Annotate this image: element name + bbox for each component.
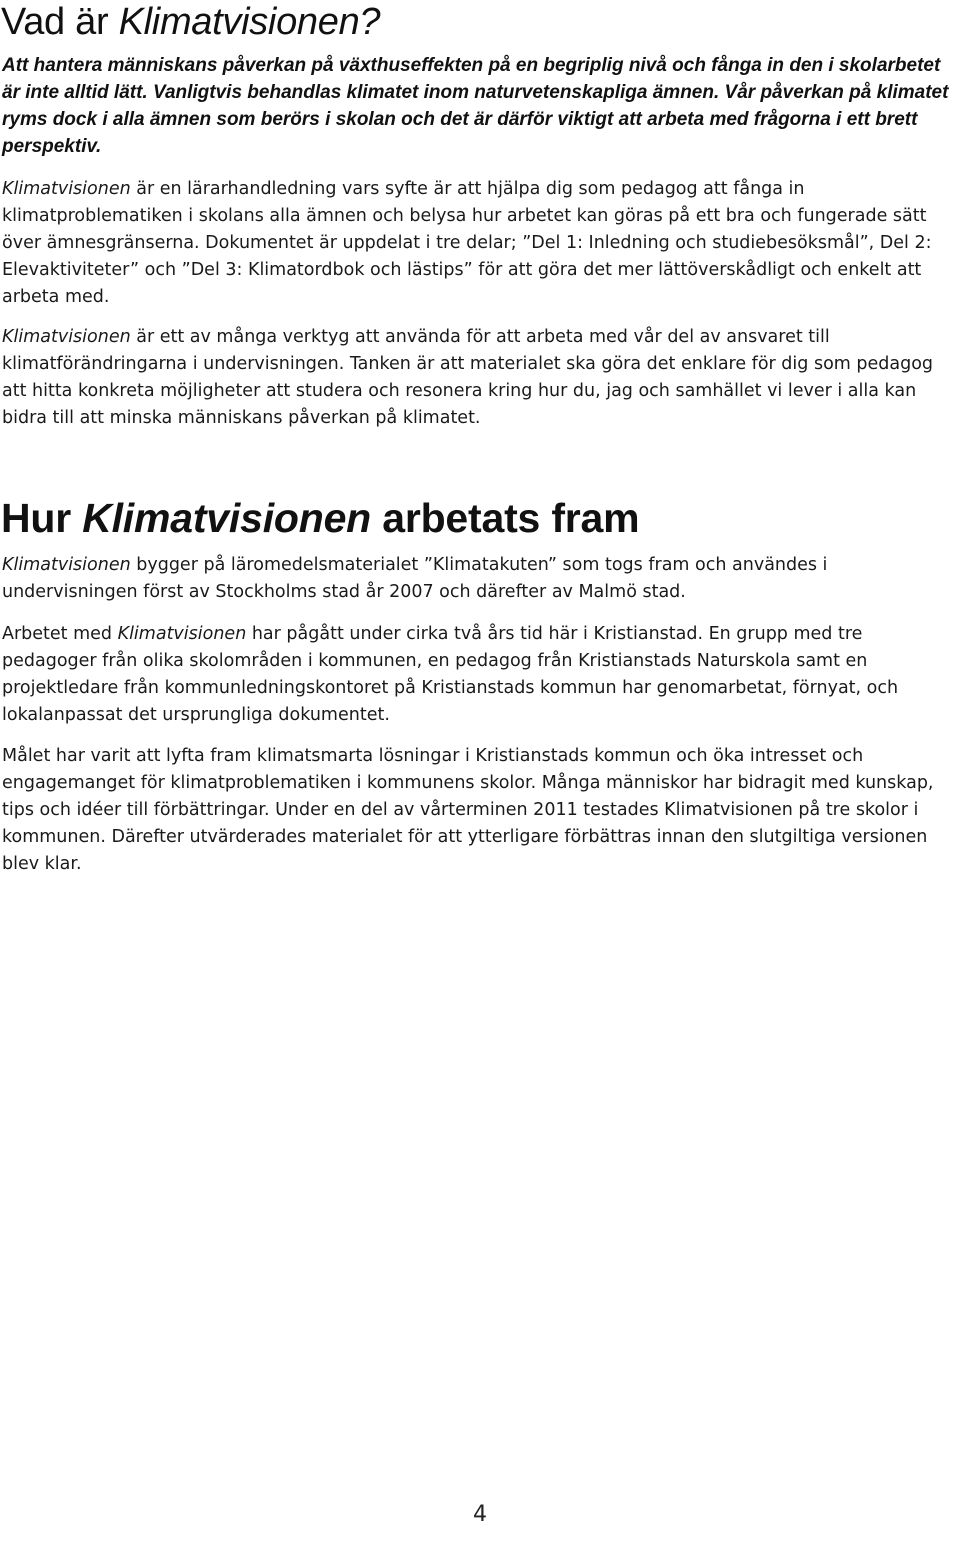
body-paragraph-3 bbox=[2, 552, 958, 606]
body-paragraph-4 bbox=[2, 621, 958, 729]
heading-italic: Klimatvisionen bbox=[82, 495, 372, 541]
heading-italic: Klimatvisionen? bbox=[118, 1, 381, 43]
page-number: 4 bbox=[473, 1502, 487, 1527]
ingress-paragraph: Att hantera människans påverkan på växthuseffekten på en begriplig nivå och fånga in den i skolarbetet är inte alltid lätt. Vanligtvis behandlas klimatet inom naturvetenskapliga ämnen. Vår påverkan på klimatet ryms dock i alla ämnen som berörs i skolan och det är därför viktigt att arbeta med frågorna i ett brett perspektiv. bbox=[2, 55, 949, 157]
section-heading-vad-ar bbox=[1, 0, 380, 44]
section-heading-hur bbox=[1, 494, 639, 542]
heading-suffix: arbetats fram bbox=[371, 495, 640, 541]
heading-prefix: Hur bbox=[1, 495, 83, 541]
body-paragraph-2 bbox=[2, 324, 958, 432]
paragraph-text: är ett av många verktyg att använda för att arbeta med vår del av ansvaret till klimatförändringarna i undervisningen. Tanken är att materialet ska göra det enklare för dig som pedagog att hitta konkreta möjligheter att studera och resonera kring hur du, jag och samhället vi lever i alla kan bidra till att minska människans påverkan på klimatet. bbox=[2, 327, 934, 428]
emphasis-title: Klimatvisionen bbox=[2, 555, 131, 575]
paragraph-text: är en lärarhandledning vars syfte är att hjälpa dig som pedagog att fånga in klimatproblematiken i skolans alla ämnen och belysa hur arbetet kan göras på ett bra och fungerade sätt över ämnesgränserna. Dokumentet är uppdelat i tre delar; ”Del 1: Inledning och studiebesöksmål”, Del 2: Elevaktiviteter” och ”Del 3: Klimatordbok och lästips” för att göra det mer lättöverskådligt och enkelt att arbeta med. bbox=[2, 179, 932, 307]
emphasis-title: Klimatvisionen bbox=[117, 624, 247, 644]
paragraph-prefix: Arbetet med bbox=[2, 624, 118, 644]
emphasis-title: Klimatvisionen bbox=[2, 179, 131, 199]
body-paragraph-5: Målet har varit att lyfta fram klimatsmarta lösningar i Kristianstads kommun och öka intresset och engagemanget för klimatproblematiken i kommunens skolor. Många människor har bidragit med kunskap, tips och idéer till förbättringar. Under en del av vårterminen 2011 testades Klimatvisionen på tre skolor i kommunen. Därefter utvärderades materialet för att ytterligare förbättras innan den slutgiltiga versionen blev klar. bbox=[2, 746, 934, 874]
paragraph-text: bygger på läromedelsmaterialet ”Klimatakuten” som togs fram och användes i undervisningen först av Stockholms stad år 2007 och därefter av Malmö stad. bbox=[2, 555, 828, 602]
emphasis-title: Klimatvisionen bbox=[2, 327, 131, 347]
heading-prefix: Vad är bbox=[1, 1, 119, 43]
body-paragraph-1 bbox=[2, 176, 958, 311]
paragraph-text: har pågått under cirka två års tid här i Kristianstad. En grupp med tre pedagoger från olika skolområden i kommunen, en pedagog från Kristianstads Naturskola samt en projektledare från kommunledningskontoret på Kristianstads kommun har genomarbetat, förnyat, och lokalanpassat det ursprungliga dokumentet. bbox=[2, 624, 899, 725]
